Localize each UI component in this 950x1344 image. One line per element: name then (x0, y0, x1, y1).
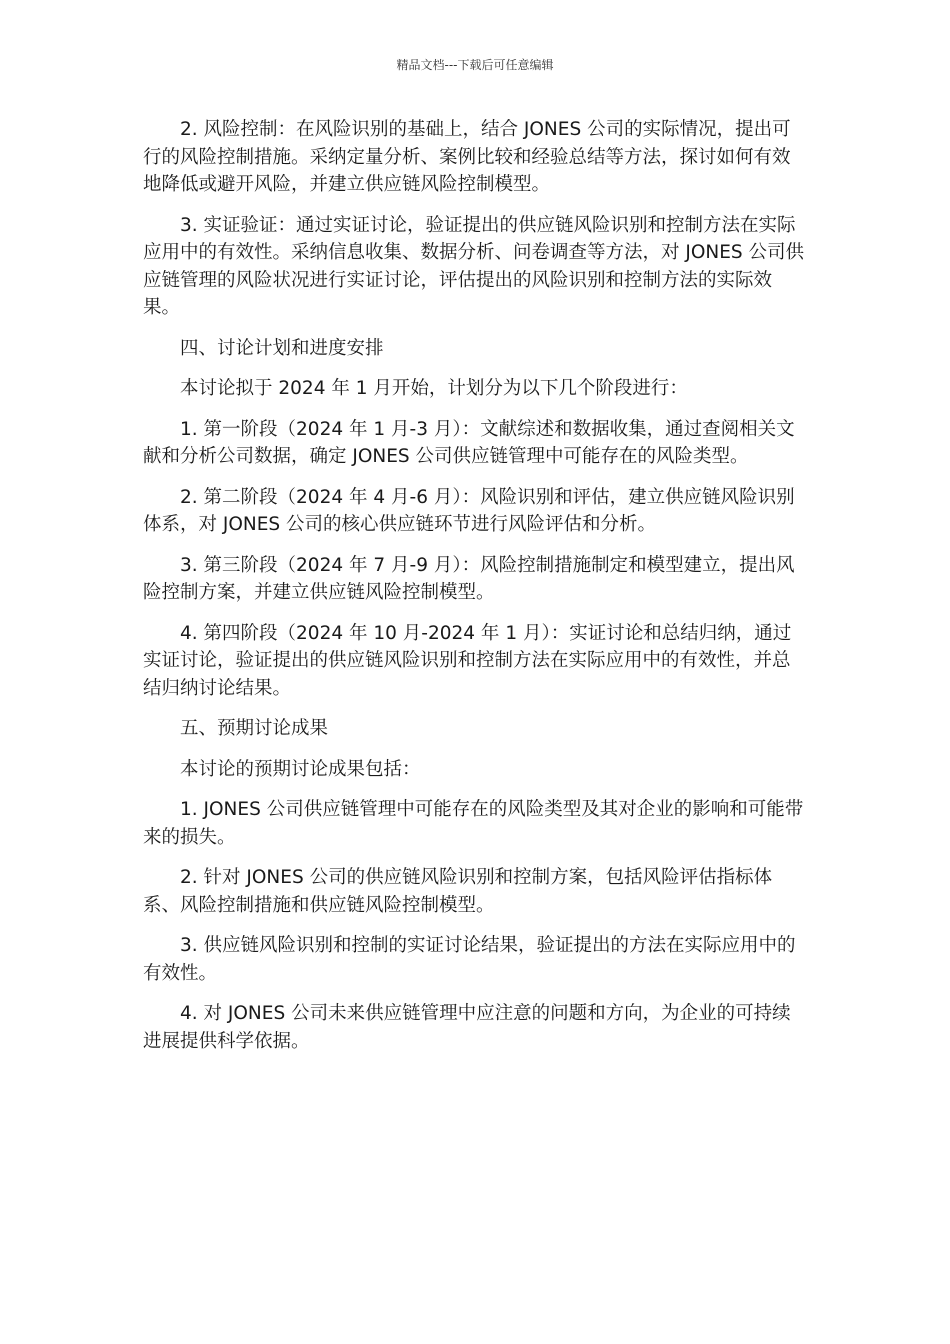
paragraph-outcome-1: 1. JONES 公司供应链管理中可能存在的风险类型及其对企业的影响和可能带来的损失。 (143, 799, 804, 848)
paragraph-risk-control: 2. 风险控制：在风险识别的基础上，结合 JONES 公司的实际情况，提出可行的风险控制措施。采纳定量分析、案例比较和经验总结等方法，探讨如何有效地降低或避开风险，并建立供应链风险控制模型。 (143, 119, 791, 195)
paragraph-outcome-2: 2. 针对 JONES 公司的供应链风险识别和控制方案，包括风险评估指标体系、风险控制措施和供应链风险控制模型。 (143, 867, 773, 916)
paragraph-empirical-validation: 3. 实证验证：通过实证讨论，验证提出的供应链风险识别和控制方法在实际应用中的有效性。采纳信息收集、数据分析、问卷调查等方法，对 JONES 公司供应链管理的风险状况进行实证讨论，评估提出的风险识别和控制方法的实际效果。 (143, 214, 805, 318)
paragraph-phase-4: 4. 第四阶段（2024 年 10 月-2024 年 1 月）：实证讨论和总结归纳，通过实证讨论，验证提出的供应链风险识别和控制方法在实际应用中的有效性，并总结归纳讨论结果。 (143, 622, 792, 699)
paragraph-phase-3: 3. 第三阶段（2024 年 7 月-9 月）：风险控制措施制定和模型建立，提出风险控制方案，并建立供应链风险控制模型。 (143, 554, 795, 603)
section-heading-plan: 四、讨论计划和进度安排 (180, 337, 384, 359)
paragraph-outcome-3: 3. 供应链风险识别和控制的实证讨论结果，验证提出的方法在实际应用中的有效性。 (143, 935, 796, 984)
paragraph-phase-1: 1. 第一阶段（2024 年 1 月-3 月）：文献综述和数据收集，通过查阅相关文献和分析公司数据，确定 JONES 公司供应链管理中可能存在的风险类型。 (143, 418, 795, 467)
page-header: 精品文档---下载后可任意编辑 (396, 58, 554, 72)
paragraph-plan-intro: 本讨论拟于 2024 年 1 月开始，计划分为以下几个阶段进行： (180, 378, 688, 399)
paragraph-phase-2: 2. 第二阶段（2024 年 4 月-6 月）：风险识别和评估，建立供应链风险识别体系，对 JONES 公司的核心供应链环节进行风险评估和分析。 (143, 486, 795, 535)
paragraph-outcome-4: 4. 对 JONES 公司未来供应链管理中应注意的问题和方向，为企业的可持续进展提供科学依据。 (143, 1003, 791, 1052)
paragraph-outcomes-intro: 本讨论的预期讨论成果包括： (180, 758, 421, 780)
section-heading-outcomes: 五、预期讨论成果 (180, 718, 329, 739)
body-text (143, 116, 807, 1068)
